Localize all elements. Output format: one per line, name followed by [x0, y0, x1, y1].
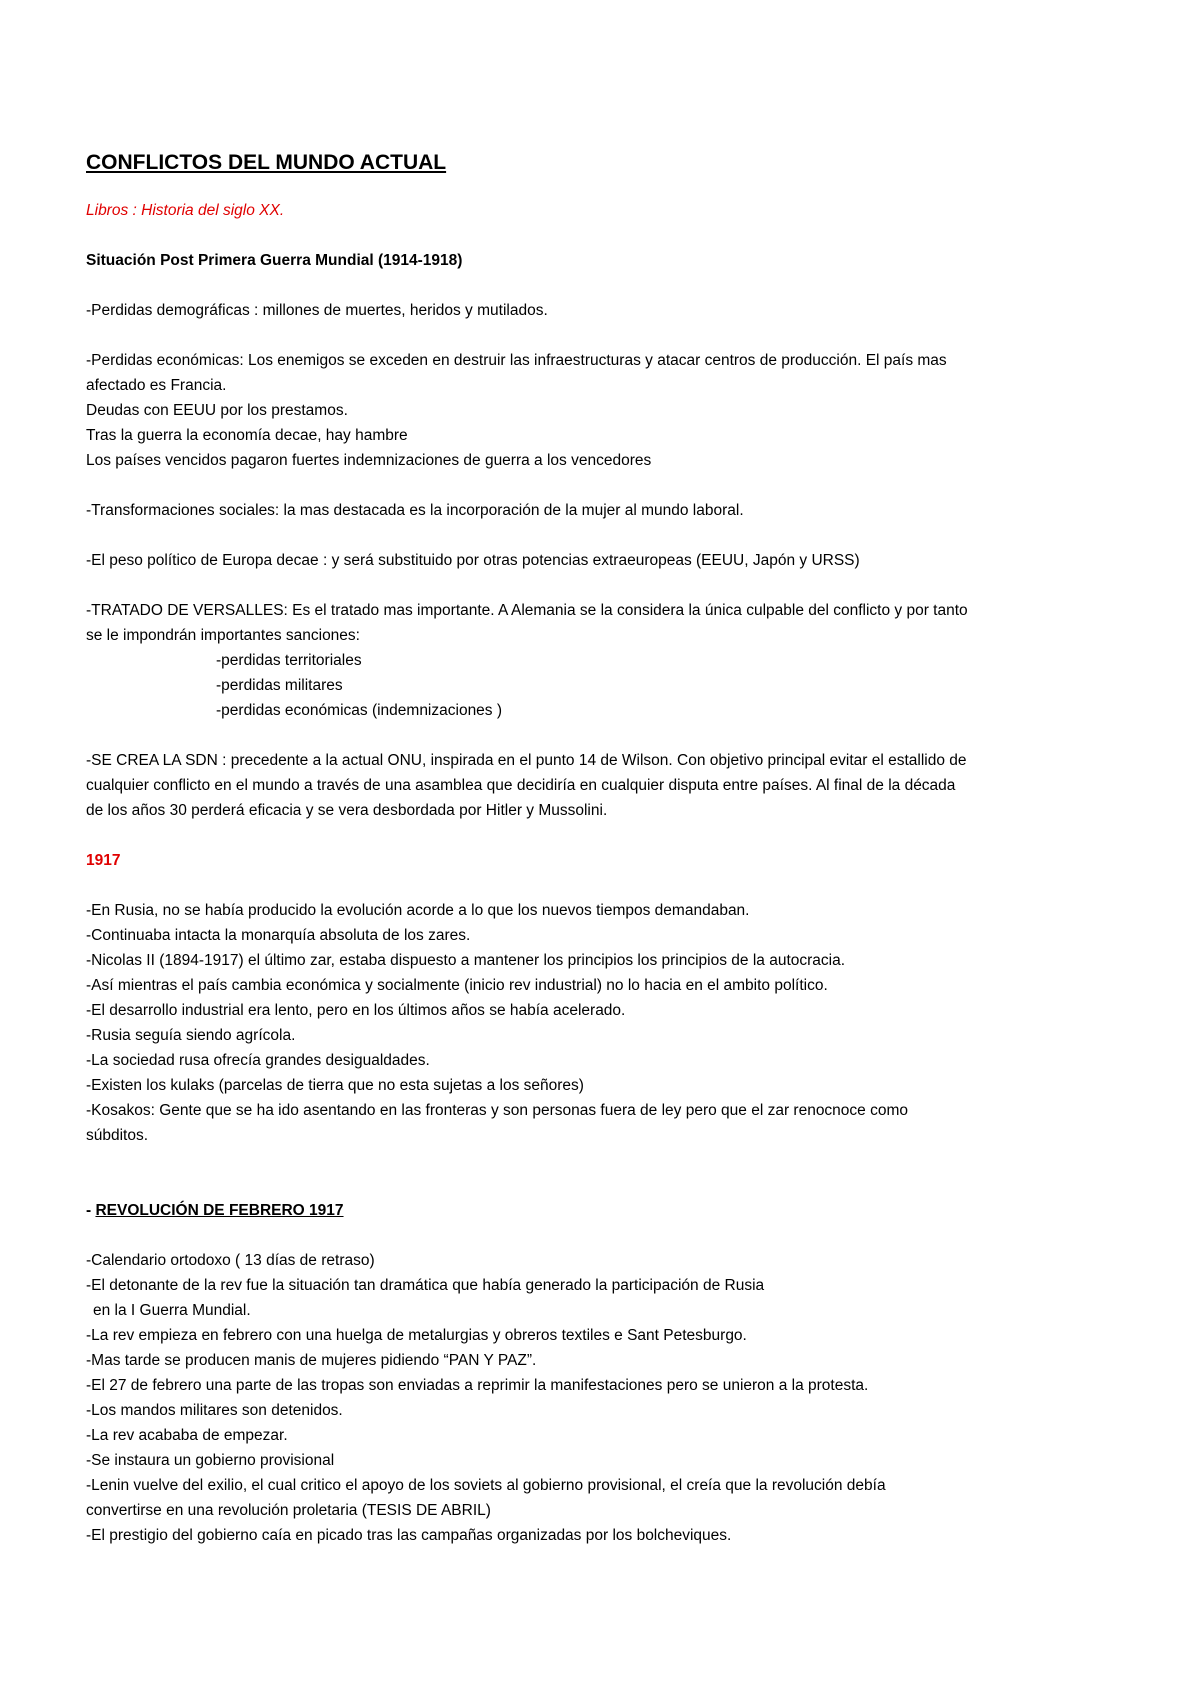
- list-item: -Los mandos militares son detenidos.: [86, 1402, 343, 1419]
- sanction-item: -perdidas económicas (indemnizaciones ): [216, 702, 503, 719]
- list-item: convertirse en una revolución proletaria (TESIS DE ABRIL): [86, 1502, 491, 1519]
- paragraph-political-weight: -El peso político de Europa decae : y será substituido por otras potencias extraeuropeas (EEUU, Japón y URSS): [86, 552, 860, 569]
- revolution-list: [86, 1248, 1126, 1548]
- list-item: -La sociedad rusa ofrecía grandes desigualdades.: [86, 1052, 430, 1069]
- list-item: súbditos.: [86, 1127, 149, 1144]
- sanction-item: -perdidas militares: [216, 677, 343, 694]
- revolution-heading-text: REVOLUCIÓN DE FEBRERO 1917: [95, 1202, 344, 1219]
- paragraph-versailles-treaty: [86, 598, 1126, 723]
- text-line: -SE CREA LA SDN : precedente a la actual ONU, inspirada en el punto 14 de Wilson. Con objetivo principal evitar el estallido de: [86, 752, 967, 769]
- list-item: -Nicolas II (1894-1917) el último zar, estaba dispuesto a mantener los principios los principios de la autocracia.: [86, 952, 846, 969]
- text-line: -Perdidas económicas: Los enemigos se exceden en destruir las infraestructuras y atacar centros de producción. El país mas: [86, 352, 947, 369]
- books-reference: Libros : Historia del siglo XX.: [86, 202, 285, 219]
- list-item: en la I Guerra Mundial.: [93, 1302, 251, 1319]
- russia-list: [86, 898, 1126, 1148]
- text-line: se le impondrán importantes sanciones:: [86, 627, 360, 644]
- list-item: -Se instaura un gobierno provisional: [86, 1452, 335, 1469]
- list-item: -En Rusia, no se había producido la evolución acorde a lo que los nuevos tiempos demandaban.: [86, 902, 750, 919]
- list-item: -El prestigio del gobierno caía en picado tras las campañas organizadas por los bolcheviques.: [86, 1527, 732, 1544]
- document-title: CONFLICTOS DEL MUNDO ACTUAL: [86, 151, 447, 174]
- text-line: -TRATADO DE VERSALLES: Es el tratado mas importante. A Alemania se la considera la única culpable del conflicto y por tanto: [86, 602, 968, 619]
- list-item: -El detonante de la rev fue la situación tan dramática que había generado la participación de Rusia: [86, 1277, 765, 1294]
- paragraph-economic-losses: [86, 348, 1126, 473]
- text-line: Tras la guerra la economía decae, hay hambre: [86, 427, 408, 444]
- text-line: afectado es Francia.: [86, 377, 227, 394]
- document-body: [86, 150, 1126, 1548]
- list-item: -Kosakos: Gente que se ha ido asentando en las fronteras y son personas fuera de ley pero que el zar renocnoce como: [86, 1102, 909, 1119]
- list-item: -Calendario ortodoxo ( 13 días de retraso): [86, 1252, 375, 1269]
- list-item: -El desarrollo industrial era lento, pero en los últimos años se había acelerado.: [86, 1002, 626, 1019]
- list-item: -La rev empieza en febrero con una huelga de metalurgias y obreros textiles e Sant Petesburgo.: [86, 1327, 747, 1344]
- section-heading-post-war: Situación Post Primera Guerra Mundial (1914-1918): [86, 252, 463, 269]
- text-line: Los países vencidos pagaron fuertes indemnizaciones de guerra a los vencedores: [86, 452, 652, 469]
- text-line: de los años 30 perderá eficacia y se vera desbordada por Hitler y Mussolini.: [86, 802, 608, 819]
- list-item: -Lenin vuelve del exilio, el cual critico el apoyo de los soviets al gobierno provisional, el creía que la revolución debía: [86, 1477, 886, 1494]
- paragraph-sdn: [86, 748, 1126, 823]
- sanction-item: -perdidas territoriales: [216, 652, 362, 669]
- year-heading: 1917: [86, 852, 121, 869]
- text-line: Deudas con EEUU por los prestamos.: [86, 402, 348, 419]
- list-item: -Así mientras el país cambia económica y socialmente (inicio rev industrial) no lo hacia en el ambito político.: [86, 977, 828, 994]
- revolution-dash: -: [86, 1202, 96, 1219]
- list-item: -El 27 de febrero una parte de las tropas son enviadas a reprimir la manifestaciones pero se unieron a la protesta.: [86, 1377, 869, 1394]
- list-item: -Continuaba intacta la monarquía absoluta de los zares.: [86, 927, 471, 944]
- text-line: cualquier conflicto en el mundo a través de una asamblea que decidiría en cualquier disputa entre países. Al final de la década: [86, 777, 956, 794]
- revolution-heading: [86, 1198, 1126, 1223]
- list-item: -Rusia seguía siendo agrícola.: [86, 1027, 296, 1044]
- paragraph-demographic-losses: -Perdidas demográficas : millones de muertes, heridos y mutilados.: [86, 302, 548, 319]
- list-item: -La rev acababa de empezar.: [86, 1427, 288, 1444]
- list-item: -Existen los kulaks (parcelas de tierra que no esta sujetas a los señores): [86, 1077, 584, 1094]
- paragraph-social-transformations: -Transformaciones sociales: la mas destacada es la incorporación de la mujer al mundo laboral.: [86, 502, 744, 519]
- list-item: -Mas tarde se producen manis de mujeres pidiendo “PAN Y PAZ”.: [86, 1352, 537, 1369]
